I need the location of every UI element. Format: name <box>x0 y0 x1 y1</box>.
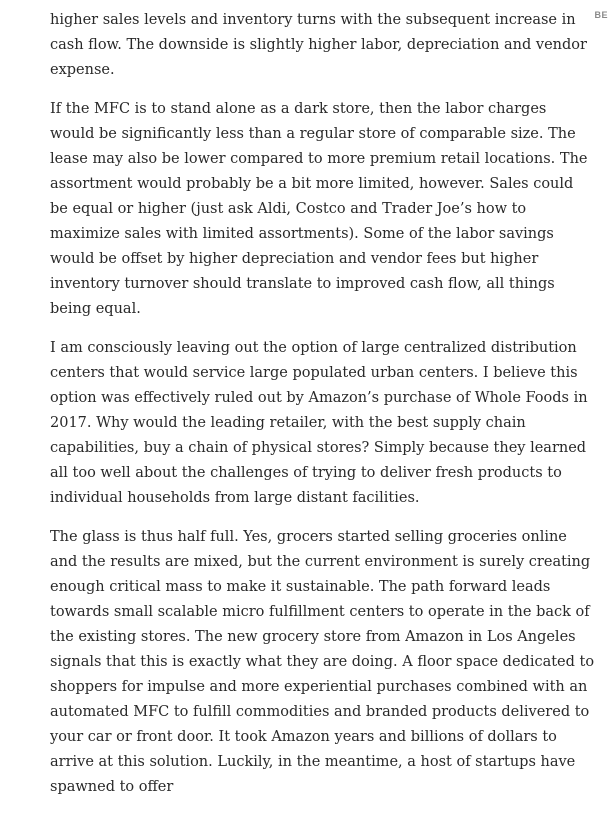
paragraph-1: higher sales levels and inventory turns with the subsequent increase in cash flow. The downside is slightly higher labor, depreciation and vendor expense. <box>50 12 587 78</box>
paragraph-3: I am consciously leaving out the option of large centralized distribution centers that would service large populated urban centers. I believe this option was effectively ruled out by Amazon’s purchase of Whole Foods in 2017. Why would the leading retailer, with the best supply chain capabilities, buy a chain of physical stores? Simply because they learned all too well about the challenges of trying to deliver fresh products to individual households from large distant facilities. <box>50 340 588 506</box>
paragraph-2: If the MFC is to stand alone as a dark store, then the labor charges would be significantly less than a regular store of comparable size. The lease may also be lower compared to more premium retail locations. The assortment would probably be a bit more limited, however. Sales could be equal or higher (just ask Aldi, Costco and Trader Joe’s how to maximize sales with limited assortments). Some of the labor savings would be offset by higher depreciation and vendor fees but higher inventory turnover should translate to improved cash flow, all things being equal. <box>50 101 588 317</box>
article-body <box>50 8 595 814</box>
paragraph-4: The glass is thus half full. Yes, grocers started selling groceries online and the results are mixed, but the current environment is surely creating enough critical mass to make it sustainable. The path forward leads towards small scalable micro fulfillment centers to operate in the back of the existing stores. The new grocery store from Amazon in Los Angeles signals that this is exactly what they are doing. A floor space dedicated to shoppers for impulse and more experiential purchases combined with an automated MFC to fulfill commodities and branded products delivered to your car or front door. It took Amazon years and billions of dollars to arrive at this solution. Luckily, in the meantime, a host of startups have spawned to offer <box>50 529 595 795</box>
corner-tag: BE <box>594 10 608 20</box>
